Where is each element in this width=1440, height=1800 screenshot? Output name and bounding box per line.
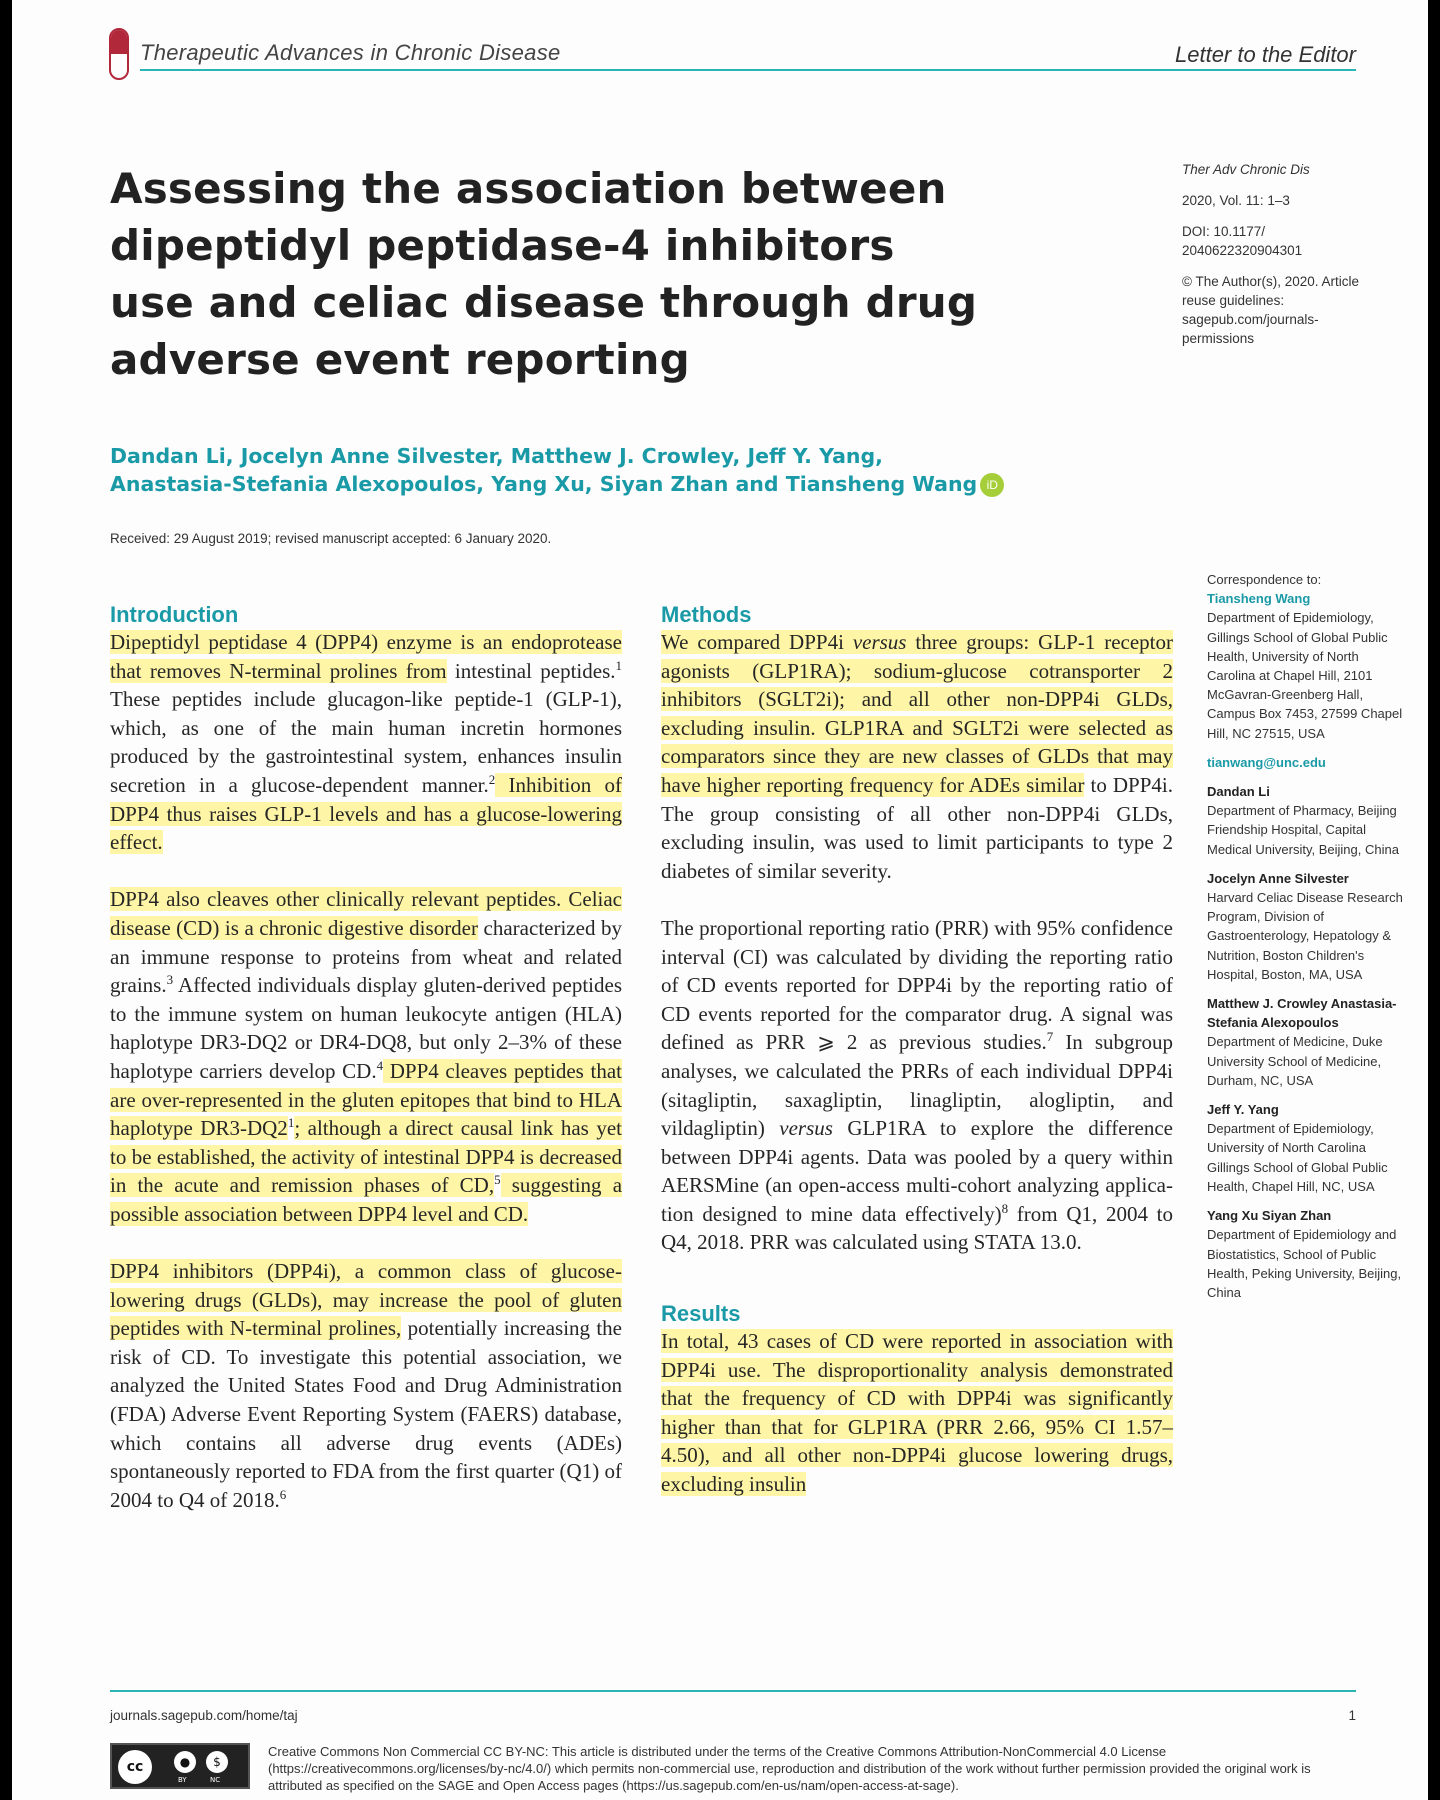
corresponding-email-link[interactable]: tianwang@unc.edu — [1207, 754, 1326, 770]
reference-citation[interactable]: 2 — [488, 771, 496, 787]
intro-paragraph-2 — [110, 885, 622, 1228]
copyright: © The Author(s), 2020. Article reuse guidelines: sagepub.com/journals-permissions — [1182, 274, 1360, 346]
reference-citation[interactable]: 1 — [287, 1115, 295, 1131]
article-type: Letter to the Editor — [1175, 42, 1356, 67]
column-left — [110, 600, 622, 1543]
affil-author-1-name: Dandan Li — [1207, 784, 1270, 800]
affil-author-2-name: Jocelyn Anne Silvester — [1207, 870, 1349, 886]
journal-pill-icon — [109, 28, 129, 80]
highlighted-text: versus — [852, 630, 907, 654]
intro-paragraph-1 — [110, 628, 622, 857]
body-text: versus — [779, 1116, 833, 1141]
affil-author-4-text: Department of Epidemiology, University of North Carolina Gillings School of Global Public Health, Chapel Hill, NC, USA — [1207, 1121, 1388, 1194]
by-person-icon: ● — [174, 1751, 196, 1773]
highlighted-text: In total, 43 cases of CD were reported in association with DPP4i use. The disproportionality analysis demonstrated that the frequency of CD with DPP4i was significantly higher than that for GLP1RA (PRR 2.66, 95% CI 1.57–4.50), and all other non-DPP4i glucose lowering drugs, excluding insulin — [661, 1329, 1173, 1497]
license-text: Creative Commons Non Commercial CC BY-NC: This article is distributed under the terms of the Creative Commons Attribution-NonCommercial 4.0 License (https://creativecommons.org/licenses/by-nc/4.0/) which permits non-commercial use, reproduction and distribution of the work without further permission provided the original work is attributed as specified on the SAGE and Open Access pages (https://us.sagepub.com/en-us/nam/open-access-at-sage). — [268, 1744, 1311, 1793]
reference-citation[interactable]: 8 — [1001, 1200, 1009, 1216]
article-page — [12, 0, 1428, 1800]
correspondence-label: Correspondence to: — [1207, 572, 1322, 587]
article-meta — [1182, 160, 1382, 360]
volume-info: 2020, Vol. 11: 1–3 — [1182, 193, 1290, 208]
journal-url[interactable]: journals.sagepub.com/home/taj — [110, 1708, 298, 1723]
orcid-icon[interactable]: iD — [980, 473, 1004, 497]
corresponding-author-name: Tiansheng Wang — [1207, 591, 1311, 607]
reference-citation[interactable]: 3 — [166, 972, 174, 988]
column-right — [661, 600, 1173, 1527]
body-text: from Q1, 2004 to Q4, 2018. PRR was calculated using STATA 13.0. — [661, 1201, 1173, 1255]
highlighted-text: Dipeptidyl peptidase 4 (DPP4) enzyme is an endoprotease that removes N-terminal prolines from — [110, 630, 622, 683]
body-text: The proportional reporting ratio (PRR) with 95% confidence interval (CI) was calculated by dividing the reporting ratio of CD events reported for DPP4i by the reporting ratio of CD events reported for the comparator drug. A signal was defined as PRR ⩾ 2 as previous studies. — [661, 915, 1173, 1055]
journal-abbrev: Ther Adv Chronic Dis — [1182, 162, 1310, 177]
body-text: to DPP4i. The group consisting of all other non-DPP4i GLDs, excluding insulin, was used to limit participants to type 2 diabetes of similar severity. — [661, 772, 1173, 883]
body-text: These peptides include glucagon-like peptide-1 (GLP-1), which, as one of the main human incretin hormones produced by the gastrointestinal system, enhances insulin secretion in a glucose-dependent manner. — [110, 687, 622, 797]
affil-author-5-text: Department of Epidemiology and Biostatistics, School of Public Health, Peking University, Beijing, China — [1207, 1227, 1402, 1300]
page-number: 1 — [1348, 1708, 1356, 1723]
highlighted-text: Inhibition of DPP4 thus raises GLP-1 levels and has a glucose-lowering effect. — [110, 772, 622, 855]
highlighted-text: ; although a direct causal link has yet to be established, the activity of intestinal DPP4 is decreased in the acute and remission phases of CD, — [110, 1116, 622, 1198]
correspondence-sidebar — [1207, 570, 1407, 1312]
highlighted-text: DPP4 also cleaves other clinically relevant peptides. Celiac disease (CD) is a chronic digestive disorder — [110, 887, 622, 940]
highlighted-text: DPP4 cleaves peptides that are over-represented in the gluten epitopes that bind to HLA haplotype DR3-DQ2 — [110, 1058, 622, 1141]
reference-citation[interactable]: 6 — [279, 1486, 287, 1502]
body-text: potentially increasing the risk of CD. To investigate this potential association, we analyzed the United States Food and Drug Administration (FDA) Adverse Event Reporting System (FAERS) database, which contains all adverse drug events (ADEs) spontaneously reported to FDA from the first quarter (Q1) of 2004 to Q4 of 2018. — [110, 1316, 622, 1512]
intro-paragraph-3 — [110, 1257, 622, 1514]
nc-dollar-icon: $ — [206, 1751, 228, 1773]
article-title: Assessing the association between dipeptidyl peptidase-4 inhibitors use and celiac disease through drug adverse event reporting — [110, 164, 978, 384]
reference-citation[interactable]: 1 — [615, 657, 622, 673]
highlighted-text: suggesting a possible association between DPP4 level and CD. — [110, 1173, 623, 1226]
body-text: GLP1RA to explore the difference between DPP4i agents. Data was pooled by a query within AERSMine (an open-access multi-cohort analyzing application designed to mine data effectively) — [661, 1116, 1173, 1226]
affil-author-4-name: Jeff Y. Yang — [1207, 1102, 1279, 1118]
affil-author-3-name: Matthew J. Crowley Anastasia-Stefania Alexopoulos — [1207, 996, 1397, 1031]
affil-author-2-text: Harvard Celiac Disease Research Program, Division of Gastroenterology, Hepatology & Nutrition, Boston Children's Hospital, Boston, MA, USA — [1207, 890, 1403, 982]
authors-line-2[interactable]: Anastasia-Stefania Alexopoulos, Yang Xu, Siyan Zhan and Tiansheng Wang — [110, 472, 978, 496]
introduction-heading: Introduction — [110, 602, 239, 627]
affil-author-1-text: Department of Pharmacy, Beijing Friendship Hospital, Capital Medical University, Beijing, China — [1207, 803, 1399, 857]
body-text: characterized by an immune response to proteins from wheat and related grains. — [110, 915, 622, 998]
methods-paragraph-2 — [661, 914, 1173, 1257]
body-text: In subgroup analyses, we calculated the PRRs of each individual DPP4i (sitagliptin, saxagliptin, linagliptin, alogliptin, and vildagliptin) — [661, 1030, 1173, 1141]
author-list — [110, 442, 1010, 498]
authors-line-1[interactable]: Dandan Li, Jocelyn Anne Silvester, Matthew J. Crowley, Jeff Y. Yang, — [110, 444, 883, 468]
methods-heading: Methods — [661, 602, 752, 627]
cc-icon: cc — [118, 1750, 152, 1784]
body-text: intestinal peptides. — [446, 658, 616, 683]
corresponding-author-affiliation: Department of Epidemiology, Gillings School of Global Public Health, University of North Carolina at Chapel Hill, 2101 McGavran-Greenberg Hall, Campus Box 7453, 27599 Chapel Hill, NC 27515, USA — [1207, 610, 1403, 741]
nc-label: NC — [210, 1776, 221, 1784]
reference-citation[interactable]: 7 — [1046, 1029, 1054, 1045]
methods-paragraph-1 — [661, 628, 1173, 885]
results-heading: Results — [661, 1301, 741, 1327]
highlighted-text: We compared DPP4i — [661, 630, 853, 654]
affil-author-5-name: Yang Xu Siyan Zhan — [1207, 1208, 1332, 1224]
highlighted-text: three groups: GLP-1 receptor agonists (GLP1RA); sodium-glucose cotransporter 2 inhibitors (SGLT2i); and all other non-DPP4i GLDs, excluding insulin. GLP1RA and SGLT2i were selected as comparators since they are new classes of GLDs that may have higher reporting frequency for ADEs similar — [661, 630, 1174, 797]
by-label: BY — [178, 1776, 187, 1784]
doi[interactable]: DOI: 10.1177/ 2040622320904301 — [1182, 224, 1303, 258]
body-text: Affected individuals display gluten-derived peptides to the immune system on human leukocyte antigen (HLA) haplotype DR3-DQ2 or DR4-DQ8, but only 2–3% of these haplotype carriers develop CD. — [110, 973, 622, 1083]
journal-name: Therapeutic Advances in Chronic Disease — [140, 40, 561, 65]
received-dates: Received: 29 August 2019; revised manuscript accepted: 6 January 2020. — [110, 531, 552, 546]
results-paragraph-1 — [661, 1327, 1173, 1499]
cc-license-badge[interactable] — [110, 1743, 250, 1789]
header-rule — [140, 69, 1356, 71]
affil-author-3-text: Department of Medicine, Duke University School of Medicine, Durham, NC, USA — [1207, 1034, 1383, 1088]
highlighted-text: DPP4 inhibitors (DPP4i), a common class of glucose-lowering drugs (GLDs), may increase the pool of gluten peptides with N-terminal prolines, — [110, 1259, 622, 1341]
reference-citation[interactable]: 4 — [376, 1057, 384, 1073]
footer-rule — [110, 1690, 1356, 1692]
reference-citation[interactable]: 5 — [494, 1172, 501, 1188]
